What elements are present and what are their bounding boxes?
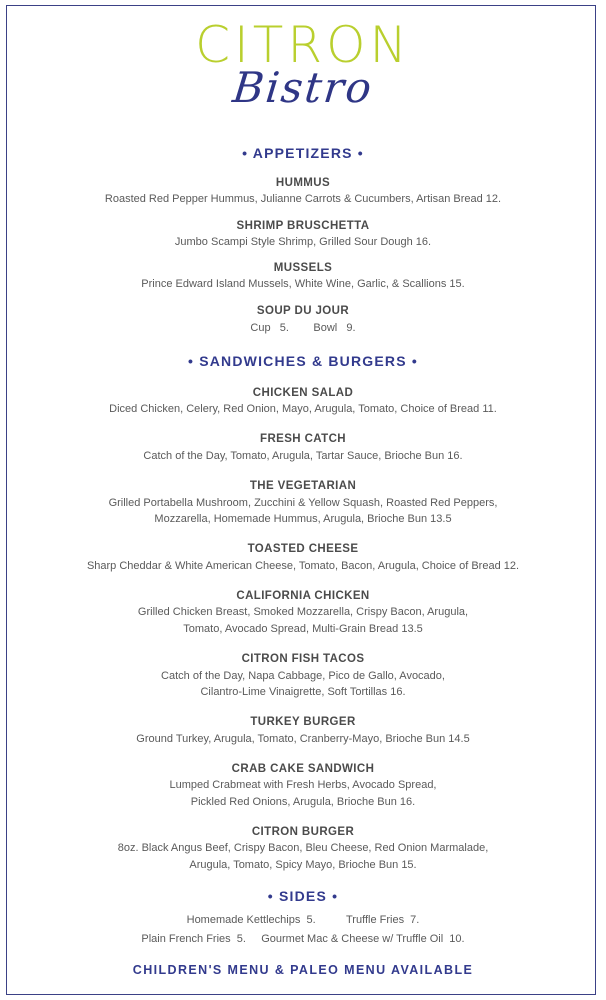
item-desc: Catch of the Day, Napa Cabbage, Pico de Gallo, Avocado,: [161, 670, 445, 682]
item-name-mussels: MUSSELS: [273, 262, 333, 274]
section-title-appetizers: • APPETIZERS •: [242, 145, 364, 161]
item-name-citron-fish-tacos: CITRON FISH TACOS: [241, 653, 365, 665]
item-name-chicken-salad: CHICKEN SALAD: [252, 387, 354, 399]
item-name-turkey-burger: TURKEY BURGER: [250, 716, 356, 728]
item-desc: Cilantro-Lime Vinaigrette, Soft Tortillas 16.: [200, 686, 406, 698]
item-desc: Grilled Chicken Breast, Smoked Mozzarella, Crispy Bacon, Arugula,: [137, 606, 469, 618]
item-name-the-vegetarian: THE VEGETARIAN: [249, 480, 357, 492]
item-desc: Sharp Cheddar & White American Cheese, Tomato, Bacon, Arugula, Choice of Bread 12.: [86, 560, 520, 572]
footer-note: CHILDREN'S MENU & PALEO MENU AVAILABLE: [132, 963, 474, 977]
item-desc: 8oz. Black Angus Beef, Crispy Bacon, Bleu Cheese, Red Onion Marmalade,: [117, 842, 489, 854]
section-title-sandwiches: • SANDWICHES & BURGERS •: [188, 353, 418, 369]
item-name-crab-cake-sandwich: CRAB CAKE SANDWICH: [231, 763, 375, 775]
item-name-shrimp-bruschetta: SHRIMP BRUSCHETTA: [236, 220, 370, 232]
item-name-california-chicken: CALIFORNIA CHICKEN: [236, 590, 370, 602]
item-name-toasted-cheese: TOASTED CHEESE: [247, 543, 359, 555]
brand-subtitle: Bistro: [230, 63, 376, 112]
item-desc: Roasted Red Pepper Hummus, Julianne Carrots & Cucumbers, Artisan Bread 12.: [104, 193, 502, 205]
item-desc: Grilled Portabella Mushroom, Zucchini & Yellow Squash, Roasted Red Peppers,: [108, 497, 498, 509]
section-title-sides: • SIDES •: [267, 888, 339, 904]
sides-line: Plain French Fries 5. Gourmet Mac & Cheese w/ Truffle Oil 10.: [141, 933, 465, 945]
item-name-fresh-catch: FRESH CATCH: [260, 433, 346, 445]
sides-line: Homemade Kettlechips 5. Truffle Fries 7.: [186, 914, 420, 926]
item-desc: Pickled Red Onions, Arugula, Brioche Bun 16.: [190, 796, 416, 808]
item-desc: Ground Turkey, Arugula, Tomato, Cranberry-Mayo, Brioche Bun 14.5: [136, 733, 470, 745]
item-desc: Mozzarella, Homemade Hummus, Arugula, Brioche Bun 13.5: [154, 513, 452, 525]
item-name-hummus: HUMMUS: [275, 177, 331, 189]
item-desc: Arugula, Tomato, Spicy Mayo, Brioche Bun 15.: [189, 859, 417, 871]
item-name-soup-du-jour: SOUP DU JOUR: [256, 305, 350, 317]
item-desc: Diced Chicken, Celery, Red Onion, Mayo, Arugula, Tomato, Choice of Bread 11.: [109, 403, 497, 415]
item-desc: Lumped Crabmeat with Fresh Herbs, Avocado Spread,: [169, 779, 437, 791]
item-desc: Tomato, Avocado Spread, Multi-Grain Bread 13.5: [183, 623, 423, 635]
item-name-citron-burger: CITRON BURGER: [251, 826, 355, 838]
item-desc: Cup 5. Bowl 9.: [250, 322, 356, 334]
item-desc: Catch of the Day, Tomato, Arugula, Tartar Sauce, Brioche Bun 16.: [143, 450, 463, 462]
item-desc: Jumbo Scampi Style Shrimp, Grilled Sour Dough 16.: [174, 236, 432, 248]
item-desc: Prince Edward Island Mussels, White Wine, Garlic, & Scallions 15.: [141, 278, 465, 290]
brand-title: CITRON: [195, 16, 411, 74]
